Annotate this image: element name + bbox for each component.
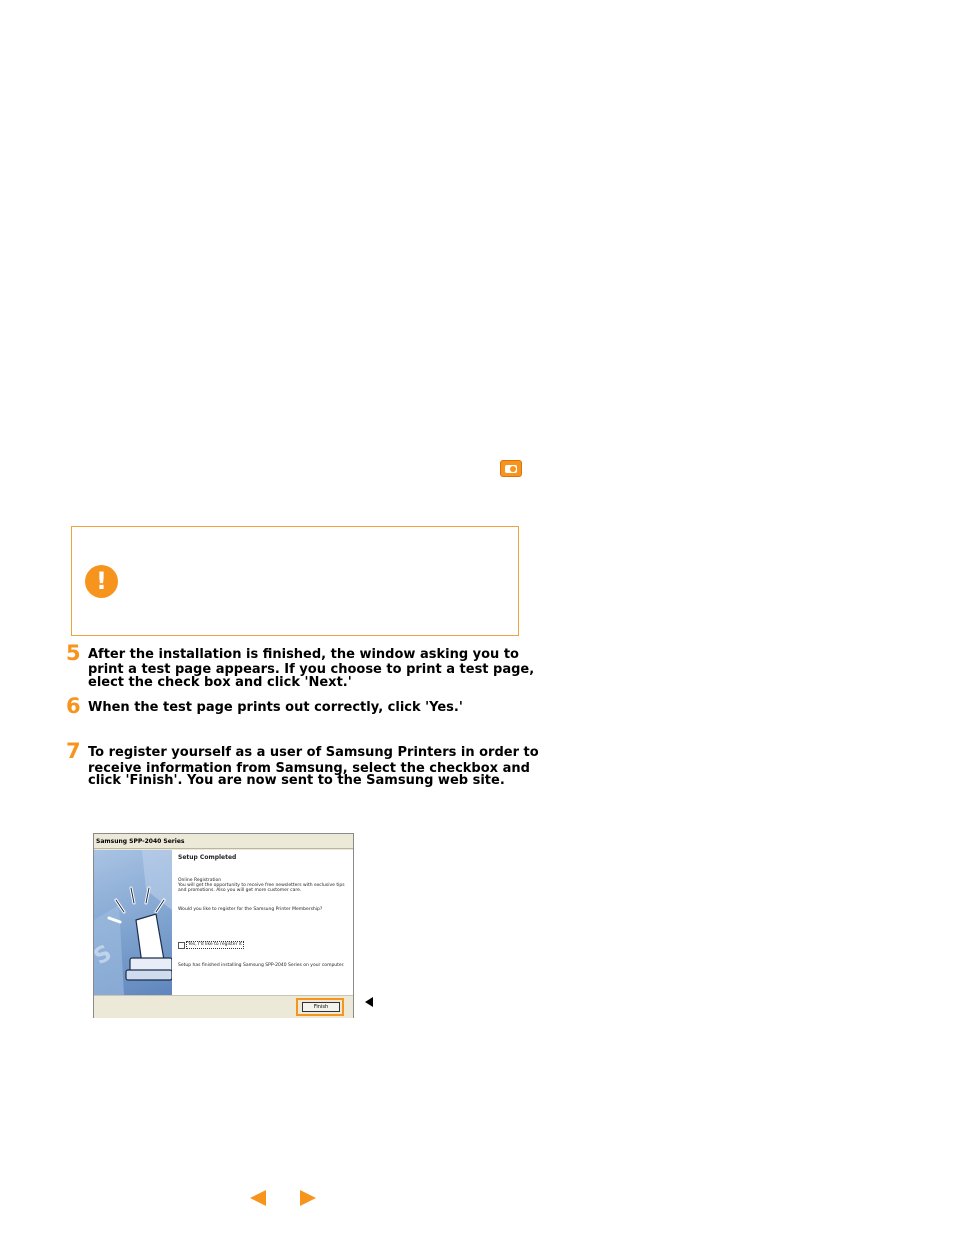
register-checkbox[interactable] bbox=[178, 942, 185, 949]
step-number-7: 7 bbox=[66, 739, 81, 763]
camera-icon[interactable] bbox=[500, 460, 522, 477]
step-5-line-2: print a test page appears. If you choose to print a test page, bbox=[88, 662, 535, 677]
step-5-line-3: elect the check box and click 'Next.' bbox=[88, 675, 352, 690]
printer-illustration bbox=[89, 850, 172, 995]
caution-box bbox=[71, 526, 519, 636]
register-checkbox-label[interactable]: Yes, I'd like to register it bbox=[188, 942, 242, 947]
svg-text:S: S bbox=[89, 940, 117, 971]
registration-desc-1: You will get the opportunity to receive free newsletters with exclusive tips bbox=[178, 883, 345, 888]
dialog-button-bar bbox=[94, 995, 353, 1018]
registration-question: Would you like to register for the Samsung Printer Membership? bbox=[178, 907, 323, 912]
dialog-heading: Setup Completed bbox=[178, 854, 237, 861]
step-7-line-1: To register yourself as a user of Samsung Printers in order to bbox=[88, 745, 539, 760]
pointer-arrow-icon bbox=[365, 997, 373, 1007]
online-registration-label: Online Registration bbox=[178, 878, 222, 883]
exclamation-icon: ! bbox=[85, 565, 118, 598]
next-arrow-icon[interactable] bbox=[300, 1190, 316, 1206]
dialog-content bbox=[172, 850, 353, 995]
printer-art-icon bbox=[89, 850, 172, 995]
step-7-line-3: click 'Finish'. You are now sent to the Samsung web site. bbox=[88, 773, 505, 788]
step-5-line-1: After the installation is finished, the window asking you to bbox=[88, 647, 519, 662]
prev-arrow-icon[interactable] bbox=[250, 1190, 266, 1206]
step-6-line-1: When the test page prints out correctly, click 'Yes.' bbox=[88, 700, 463, 715]
setup-completed-dialog bbox=[89, 833, 354, 1018]
step-number-5: 5 bbox=[66, 641, 81, 665]
dialog-title: Samsung SPP-2040 Series bbox=[94, 834, 353, 849]
step-7-line-2: receive information from Samsung, select the checkbox and bbox=[88, 761, 530, 776]
registration-desc-2: and promotions. Also you will get more customer care. bbox=[178, 888, 302, 893]
finish-button[interactable]: Finish bbox=[302, 1002, 340, 1012]
step-number-6: 6 bbox=[66, 694, 81, 718]
setup-finished-text: Setup has finished installing Samsung SPP-2040 Series on your computer. bbox=[178, 963, 345, 968]
